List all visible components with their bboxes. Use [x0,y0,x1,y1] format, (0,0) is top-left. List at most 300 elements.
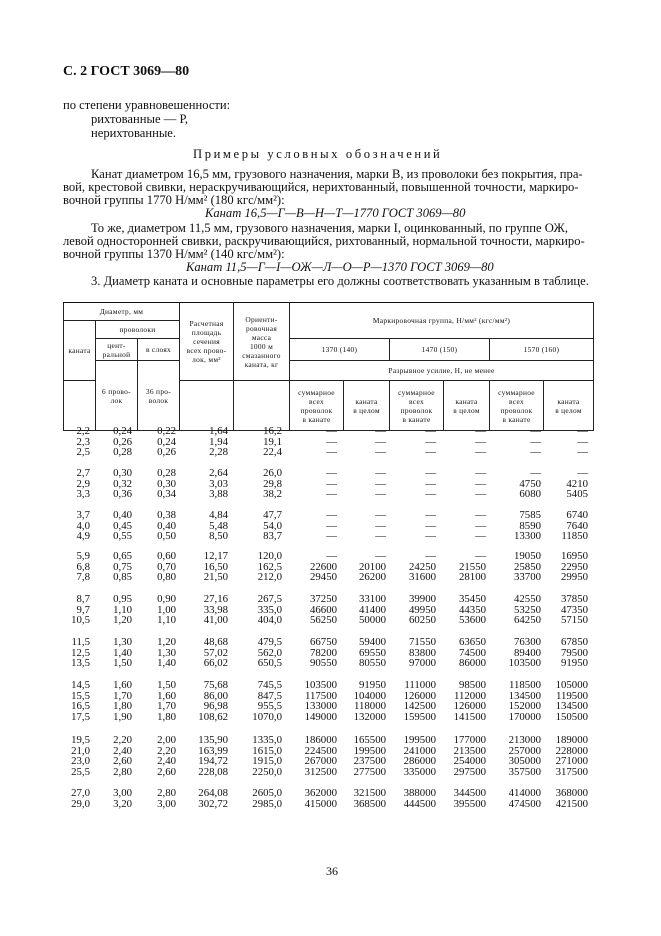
table-cell: 86,00 [203,689,228,702]
table-cell: 1070,0 [252,710,282,723]
table-cell: 1,70 [113,689,132,702]
table-cell: 0,50 [157,530,176,543]
table-cell: 1,30 [113,636,132,648]
table-cell: — [475,509,486,521]
table-cell: 19050 [514,550,541,562]
table-cell: 1,70 [157,700,176,713]
table-cell: 0,75 [113,560,132,573]
table-cell: 312500 [304,765,337,778]
table-cell: 5,9 [76,550,90,562]
table-cell: 177000 [453,734,486,746]
table-cell: 479,5 [257,636,282,648]
table-cell: 2,80 [113,765,132,778]
table-cell: 135,90 [198,734,228,746]
table-cell: 2,60 [157,765,176,778]
table-row [63,521,643,532]
table-cell: 98500 [459,679,486,691]
table-cell: 1,20 [157,636,176,648]
table-cell: 14,5 [71,679,90,691]
examples-title: Примеры условных обозначений [193,147,443,161]
table-cell: 847,5 [257,689,282,702]
table-cell: 0,38 [157,509,176,521]
table-cell: — [326,509,337,521]
table-cell: 152000 [508,700,541,713]
header-group-1470: 1470 (150) [390,339,490,361]
table-cell: — [375,550,386,562]
table-cell: 22600 [310,560,337,573]
table-cell: 404,0 [257,614,282,627]
table-cell: 104000 [353,689,386,702]
table-cell: 0,40 [113,509,132,521]
table-cell: 0,36 [113,488,132,501]
table-row [63,510,643,521]
table-cell: 29950 [561,571,588,584]
table-cell: 21550 [459,560,486,573]
table-cell: — [425,446,436,459]
table-cell: 321500 [353,787,386,799]
table-cell: 0,60 [157,550,176,562]
table-row [63,594,643,605]
table-cell: 650,5 [257,657,282,670]
table-cell: 1,60 [113,679,132,691]
table-cell: 305000 [508,755,541,768]
table-cell: 362000 [304,787,337,799]
table-row [63,615,643,626]
table-cell: 91950 [561,657,588,670]
table-cell: 297500 [453,765,486,778]
table-cell: 112000 [454,689,486,702]
table-cell: 80550 [359,657,386,670]
table-cell: 16950 [561,550,588,562]
table-cell: 5,48 [209,519,228,532]
table-cell: 8590 [519,519,541,532]
table-cell: 3,00 [113,787,132,799]
table-cell: 2,00 [157,734,176,746]
table-cell: 3,7 [76,509,90,521]
table-cell: 474500 [508,797,541,810]
table-cell: 6,8 [76,560,90,573]
header-marking-group: Маркировочная группа, Н/мм² (кгс/мм²) [290,303,594,339]
table-cell: 194,72 [198,755,228,768]
table-cell: 91950 [359,679,386,691]
table-cell: 3,00 [157,797,176,810]
table-cell: 1,50 [113,657,132,670]
table-cell: 562,0 [257,646,282,659]
table-cell: 1,64 [209,425,228,437]
table-cell: 267,5 [257,593,282,605]
table-row [63,437,643,448]
table-cell: 368000 [555,787,588,799]
table-cell: — [425,519,436,532]
table-cell: — [577,435,588,448]
table-cell: 37250 [310,593,337,605]
header-whole-1370: каната в целом [344,381,390,431]
intro-line-1: по степени уравновешенности: [63,98,231,112]
table-cell: 170000 [508,710,541,723]
table-cell: 66,02 [203,657,228,670]
table-cell: 163,99 [198,744,228,757]
table-cell: 1,60 [157,689,176,702]
table-cell: 2,60 [113,755,132,768]
table-cell: 1,80 [113,700,132,713]
header-group-1370: 1370 (140) [290,339,390,361]
table-row [63,479,643,490]
table-cell: 83,7 [263,530,282,543]
table-row [63,426,643,437]
table-cell: — [475,519,486,532]
table-cell: 53600 [459,614,486,627]
table-cell: — [425,509,436,521]
table-cell: 1,30 [157,646,176,659]
table-cell: — [475,446,486,459]
table-cell: 12,5 [71,646,90,659]
table-cell: 2,40 [157,755,176,768]
table-cell: 267000 [304,755,337,768]
table-cell: 317500 [555,765,588,778]
table-row [63,468,643,479]
table-cell: 212,0 [257,571,282,584]
table-cell: — [577,446,588,459]
table-cell: — [375,509,386,521]
table-row [63,637,643,648]
table-cell: — [425,530,436,543]
table-cell: 132000 [353,710,386,723]
table-cell: — [375,530,386,543]
table-cell: 22950 [561,560,588,573]
table-cell: 108,62 [198,710,228,723]
table-cell: 335000 [403,765,436,778]
table-cell: 1,40 [113,646,132,659]
table-cell: 0,40 [157,519,176,532]
table-cell: 67850 [561,636,588,648]
table-cell: 16,50 [203,560,228,573]
table-cell: 0,65 [113,550,132,562]
table-cell: 64250 [514,614,541,627]
table-cell: — [475,488,486,501]
table-cell: 4210 [566,477,588,490]
table-row [63,562,643,573]
table-cell: 2,64 [209,467,228,479]
table-cell: 63650 [459,636,486,648]
table-cell: 48,68 [203,636,228,648]
table-cell: 49950 [409,603,436,616]
table-cell: 118500 [509,679,541,691]
table-cell: — [326,446,337,459]
table-cell: 21,50 [203,571,228,584]
table-cell: 6080 [519,488,541,501]
table-cell: 4,84 [209,509,228,521]
header-area: Расчетная площадь сечения всех прово- лок, мм² [180,303,234,381]
table-cell: 11,5 [71,636,90,648]
table-cell: 162,5 [257,560,282,573]
table-cell: 8,50 [209,530,228,543]
table-cell: 0,34 [157,488,176,501]
table-cell: — [326,488,337,501]
table-cell: 75,68 [203,679,228,691]
table-cell: 50000 [359,614,386,627]
table-cell: — [475,435,486,448]
header-sum-1470: суммарное всех проволок в канате [390,381,444,431]
table-cell: 16,5 [71,700,90,713]
table-cell: 59400 [359,636,386,648]
intro-line-3: нерихтованные. [91,126,177,140]
table-cell: 1,00 [157,603,176,616]
table-cell: 224500 [304,744,337,757]
table-cell: — [530,446,541,459]
header-rope-empty [64,381,96,431]
header-diameter: Диаметр, мм [64,303,180,321]
table-cell: 46600 [310,603,337,616]
table-cell: 42550 [514,593,541,605]
table-cell: 264,08 [198,787,228,799]
page-header: С. 2 ГОСТ 3069—80 [63,64,190,79]
table-cell: 2,80 [157,787,176,799]
example2-line-2: левой односторонней свивки, раскручивающийся, рихтованный, нормальной точности, маркиро- [63,234,585,248]
table-cell: 0,22 [157,425,176,437]
table-cell: 19,5 [71,734,90,746]
table-cell: 25850 [514,560,541,573]
table-cell: 26200 [359,571,386,584]
table-cell: 159500 [403,710,436,723]
table-cell: 38,2 [263,488,282,501]
table-row [63,551,643,562]
table-cell: 0,26 [157,446,176,459]
table-cell: 29,8 [263,477,282,490]
table-cell: 13300 [514,530,541,543]
table-cell: — [577,425,588,437]
table-cell: 96,98 [203,700,228,713]
table-cell: 388000 [403,787,436,799]
table-cell: 44350 [459,603,486,616]
table-cell: 41,00 [203,614,228,627]
table-cell: 60250 [409,614,436,627]
table-cell: 237500 [353,755,386,768]
header-whole-1570: каната в целом [544,381,594,431]
table-cell: 271000 [555,755,588,768]
table-cell: 31600 [409,571,436,584]
table-cell: 9,7 [76,603,90,616]
table-cell: 335,0 [257,603,282,616]
table-cell: 33100 [359,593,386,605]
table-cell: 6740 [566,509,588,521]
table-cell: 103500 [304,679,337,691]
header-whole-1470: каната в целом [444,381,490,431]
table-cell: 57150 [561,614,588,627]
table-row [63,605,643,616]
table-cell: 2,3 [76,435,90,448]
table-cell: — [475,477,486,490]
table-cell: 39900 [409,593,436,605]
table-cell: 15,5 [71,689,90,702]
header-mass: Ориенти- ровочная масса 1000 м смазанного каната, кг [234,303,290,381]
table-cell: 41400 [359,603,386,616]
table-cell: 302,72 [198,797,228,810]
header-sum-1570: суммарное всех проволок в канате [490,381,544,431]
table-cell: 0,24 [157,435,176,448]
table-row [63,767,643,778]
table-cell: — [326,425,337,437]
table-cell: 421500 [555,797,588,810]
table-cell: — [375,435,386,448]
table-row [63,447,643,458]
table-cell: 11850 [561,530,588,543]
table-cell: 103500 [508,657,541,670]
table-cell: — [475,425,486,437]
table-cell: 3,88 [209,488,228,501]
table-cell: 0,32 [113,477,132,490]
table-cell: 8,7 [76,593,90,605]
table-cell: 134500 [555,700,588,713]
table-cell: 1915,0 [252,755,282,768]
table-cell: — [326,467,337,479]
table-cell: 0,30 [157,477,176,490]
table-cell: 1,40 [157,657,176,670]
table-cell: 119500 [556,689,588,702]
table-cell: 10,5 [71,614,90,627]
table-cell: 2,20 [157,744,176,757]
table-cell: 83800 [409,646,436,659]
table-cell: 0,80 [157,571,176,584]
table-cell: — [425,488,436,501]
table-cell: 414000 [508,787,541,799]
table-cell: 286000 [403,755,436,768]
table-cell: — [375,425,386,437]
header-in-layers: в слоях [138,339,180,361]
table-cell: 0,30 [113,467,132,479]
table-cell: 23,0 [71,755,90,768]
table-cell: 199500 [353,744,386,757]
table-cell: 165500 [353,734,386,746]
example1-line-1: Канат диаметром 16,5 мм, грузового назначения, марки В, из проволоки без покрытия, пра- [91,167,583,181]
table-cell: — [475,467,486,479]
table-cell: 3,20 [113,797,132,810]
table-cell: 71550 [409,636,436,648]
table-cell: 33700 [514,571,541,584]
table-cell: 7585 [519,509,541,521]
table-cell: 257000 [508,744,541,757]
table-cell: 2605,0 [252,787,282,799]
table-cell: 4,9 [76,530,90,543]
table-cell: — [425,425,436,437]
table-cell: — [475,550,486,562]
header-sum-1370: суммарное всех проволок в канате [290,381,344,431]
header-6-wires: 6 прово- лок [96,361,138,431]
table-cell: 2,40 [113,744,132,757]
table-cell: 254000 [453,755,486,768]
table-cell: 745,5 [257,679,282,691]
table-cell: 111000 [404,679,436,691]
table-cell: 20100 [359,560,386,573]
header-area-empty [180,381,234,431]
table-cell: 1,10 [157,614,176,627]
table-cell: 126000 [453,700,486,713]
table-cell: — [375,467,386,479]
header-rope: каната [64,321,96,381]
table-cell: — [326,477,337,490]
table-cell: — [577,467,588,479]
table-cell: 142500 [403,700,436,713]
table-cell: 2,9 [76,477,90,490]
table-cell: 0,24 [113,425,132,437]
page-number: 36 [326,864,338,878]
table-cell: 228000 [555,744,588,757]
table-cell: 4750 [519,477,541,490]
table-cell: 1335,0 [252,734,282,746]
table-cell: — [375,519,386,532]
table-cell: 29450 [310,571,337,584]
header-central-wire: цент- ральной [96,339,138,361]
table-cell: 35450 [459,593,486,605]
example1-designation: Канат 16,5—Г—В—Н—Т—1770 ГОСТ 3069—80 [205,206,466,220]
table-cell: — [375,446,386,459]
table-cell: 21,0 [71,744,90,757]
table-cell: 69550 [359,646,386,659]
table-cell: — [326,435,337,448]
table-cell: 213500 [453,744,486,757]
table-cell: 395500 [453,797,486,810]
table-cell: 415000 [304,797,337,810]
table-cell: 37850 [561,593,588,605]
table-cell: 57,02 [203,646,228,659]
table-cell: — [425,435,436,448]
table-cell: 199500 [403,734,436,746]
table-cell: 133000 [304,700,337,713]
table-cell: 17,5 [71,710,90,723]
clause-3: 3. Диаметр каната и основные параметры его должны соответствовать указанным в таблице. [91,274,589,288]
table-row [63,489,643,500]
table-cell: 0,28 [113,446,132,459]
table-cell: 25,5 [71,765,90,778]
intro-line-2: рихтованные — Р, [91,112,189,126]
table-cell: 2,2 [76,425,90,437]
table-cell: 0,70 [157,560,176,573]
table-cell: 4,0 [76,519,90,532]
table-cell: 27,0 [71,787,90,799]
table-row [63,799,643,810]
table-cell: 149000 [304,710,337,723]
table-row [63,648,643,659]
table-cell: 1,20 [113,614,132,627]
table-cell: — [375,488,386,501]
table-cell: 26,0 [263,467,282,479]
table-cell: 74500 [459,646,486,659]
table-cell: 33,98 [203,603,228,616]
table-cell: 134500 [508,689,541,702]
table-cell: 344500 [453,787,486,799]
table-cell: 76300 [514,636,541,648]
table-cell: 277500 [353,765,386,778]
table-cell: 228,08 [198,765,228,778]
table-cell: 78200 [310,646,337,659]
table-cell: 28100 [459,571,486,584]
table-cell: — [530,435,541,448]
table-cell: 47350 [561,603,588,616]
table-cell: 0,95 [113,593,132,605]
table-cell: 368500 [353,797,386,810]
table-cell: 120,0 [257,550,282,562]
table-cell: 24250 [409,560,436,573]
table-cell: 2985,0 [252,797,282,810]
table-cell: 2,7 [76,467,90,479]
table-cell: 241000 [403,744,436,757]
table-cell: 16,2 [263,425,282,437]
table-cell: 105000 [555,679,588,691]
table-cell: — [425,477,436,490]
table-cell: — [326,519,337,532]
table-row [63,531,643,542]
table-cell: 444500 [403,797,436,810]
table-cell: 89400 [514,646,541,659]
